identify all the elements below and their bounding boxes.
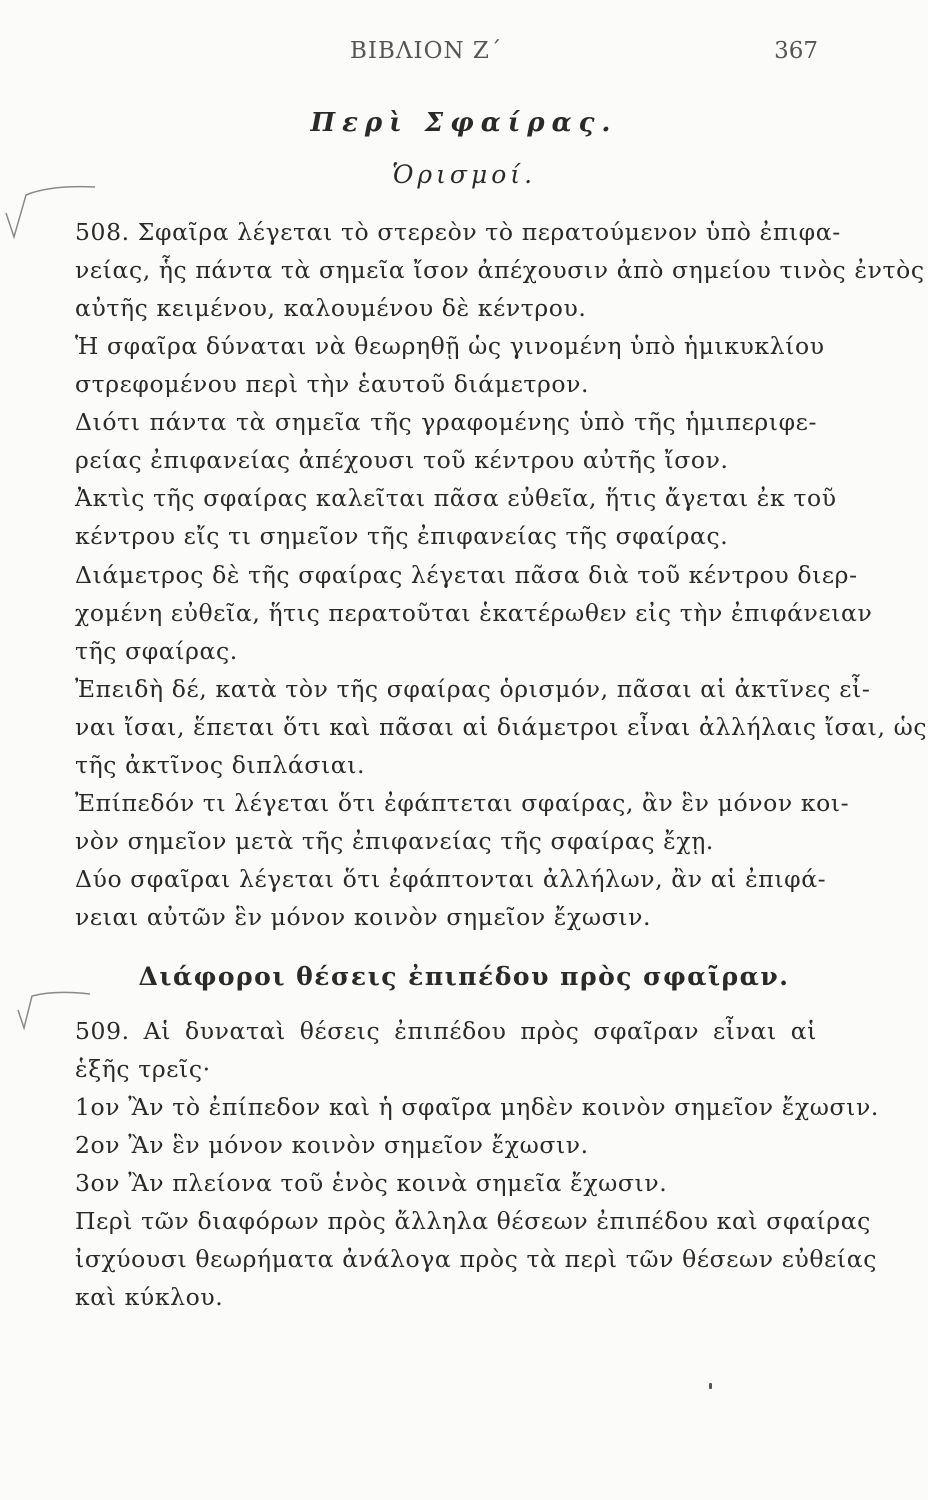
section-title: Περὶ Σφαίρας. bbox=[310, 108, 618, 138]
page-number: 367 bbox=[774, 38, 818, 64]
text-line: Περὶ τῶν διαφόρων πρὸς ἄλληλα θέσεων ἐπιπέδου καὶ σφαίρας bbox=[75, 1207, 871, 1235]
subsection-heading: Διάφοροι θέσεις ἐπιπέδου πρὸς σφαῖραν. bbox=[138, 962, 790, 991]
subsection-title: Ὁρισμοί. bbox=[391, 160, 537, 189]
text-line: 508. Σφαῖρα λέγεται τὸ στερεὸν τὸ περατούμενον ὑπὸ ἐπιφα- bbox=[75, 218, 841, 246]
text-line: 1ον Ἂν τὸ ἐπίπεδον καὶ ἡ σφαῖρα μηδὲν κοινὸν σημεῖον ἔχωσιν. bbox=[75, 1093, 879, 1121]
text-line: ἰσχύουσι θεωρήματα ἀνάλογα πρὸς τὰ περὶ τῶν θέσεων εὐθείας bbox=[75, 1245, 877, 1273]
text-line: τῆς σφαίρας. bbox=[75, 637, 238, 665]
text-line: 3ον Ἂν πλείονα τοῦ ἑνὸς κοινὰ σημεῖα ἔχωσιν. bbox=[75, 1169, 668, 1197]
text-line: νειαι αὐτῶν ἓν μόνον κοινὸν σημεῖον ἔχωσιν. bbox=[75, 903, 652, 931]
ink-speck bbox=[709, 1383, 712, 1389]
text-line: Ἡ σφαῖρα δύναται νὰ θεωρηθῇ ὡς γινομένη ὑπὸ ἡμικυκλίου bbox=[75, 332, 825, 360]
text-line: 2ον Ἂν ἓν μόνον κοινὸν σημεῖον ἔχωσιν. bbox=[75, 1131, 589, 1159]
text-line: Ἐπίπεδόν τι λέγεται ὅτι ἐφάπτεται σφαίρας, ἂν ἓν μόνον κοι- bbox=[75, 789, 850, 817]
text-line: καὶ κύκλου. bbox=[75, 1283, 224, 1311]
text-line: τῆς ἀκτῖνος διπλάσιαι. bbox=[75, 751, 366, 779]
text-line: νείας, ἧς πάντα τὰ σημεῖα ἴσον ἀπέχουσιν ἀπὸ σημείου τινὸς ἐντὸς bbox=[75, 256, 925, 284]
text-line: 509. Αἱ δυναταὶ θέσεις ἐπιπέδου πρὸς σφαῖραν εἶναι αἱ bbox=[75, 1017, 817, 1045]
text-line: Διάμετρος δὲ τῆς σφαίρας λέγεται πᾶσα διὰ τοῦ κέντρου διερ- bbox=[75, 561, 858, 589]
text-line: στρεφομένου περὶ τὴν ἑαυτοῦ διάμετρον. bbox=[75, 370, 590, 398]
text-line: νὸν σημεῖον μετὰ τῆς ἐπιφανείας τῆς σφαίρας ἔχῃ. bbox=[75, 827, 714, 855]
text-line: χομένη εὐθεῖα, ἥτις περατοῦται ἑκατέρωθεν εἰς τὴν ἐπιφάνειαν bbox=[75, 599, 873, 627]
text-line: Δύο σφαῖραι λέγεται ὅτι ἐφάπτονται ἀλλήλων, ἂν αἱ ἐπιφά- bbox=[75, 865, 827, 893]
text-line: αὐτῆς κειμένου, καλουμένου δὲ κέντρου. bbox=[75, 294, 587, 322]
text-line: ναι ἴσαι, ἕπεται ὅτι καὶ πᾶσαι αἱ διάμετροι εἶναι ἀλλήλαις ἴσαι, ὡς bbox=[75, 713, 928, 741]
text-line: ρείας ἐπιφανείας ἀπέχουσι τοῦ κέντρου αὐτῆς ἴσον. bbox=[75, 446, 729, 474]
running-head: ΒΙΒΛΙΟΝ Ζ΄ bbox=[350, 38, 503, 64]
text-line: κέντρου εἴς τι σημεῖον τῆς ἐπιφανείας τῆς σφαίρας. bbox=[75, 522, 729, 550]
text-line: Ἐπειδὴ δέ, κατὰ τὸν τῆς σφαίρας ὁρισμόν, πᾶσαι αἱ ἀκτῖνες εἶ- bbox=[75, 675, 871, 703]
text-line: Ἀκτὶς τῆς σφαίρας καλεῖται πᾶσα εὐθεῖα, ἥτις ἄγεται ἐκ τοῦ bbox=[75, 484, 837, 512]
text-line: ἑξῆς τρεῖς· bbox=[75, 1055, 211, 1083]
text-line: Διότι πάντα τὰ σημεῖα τῆς γραφομένης ὑπὸ τῆς ἡμιπεριφε- bbox=[75, 408, 817, 436]
